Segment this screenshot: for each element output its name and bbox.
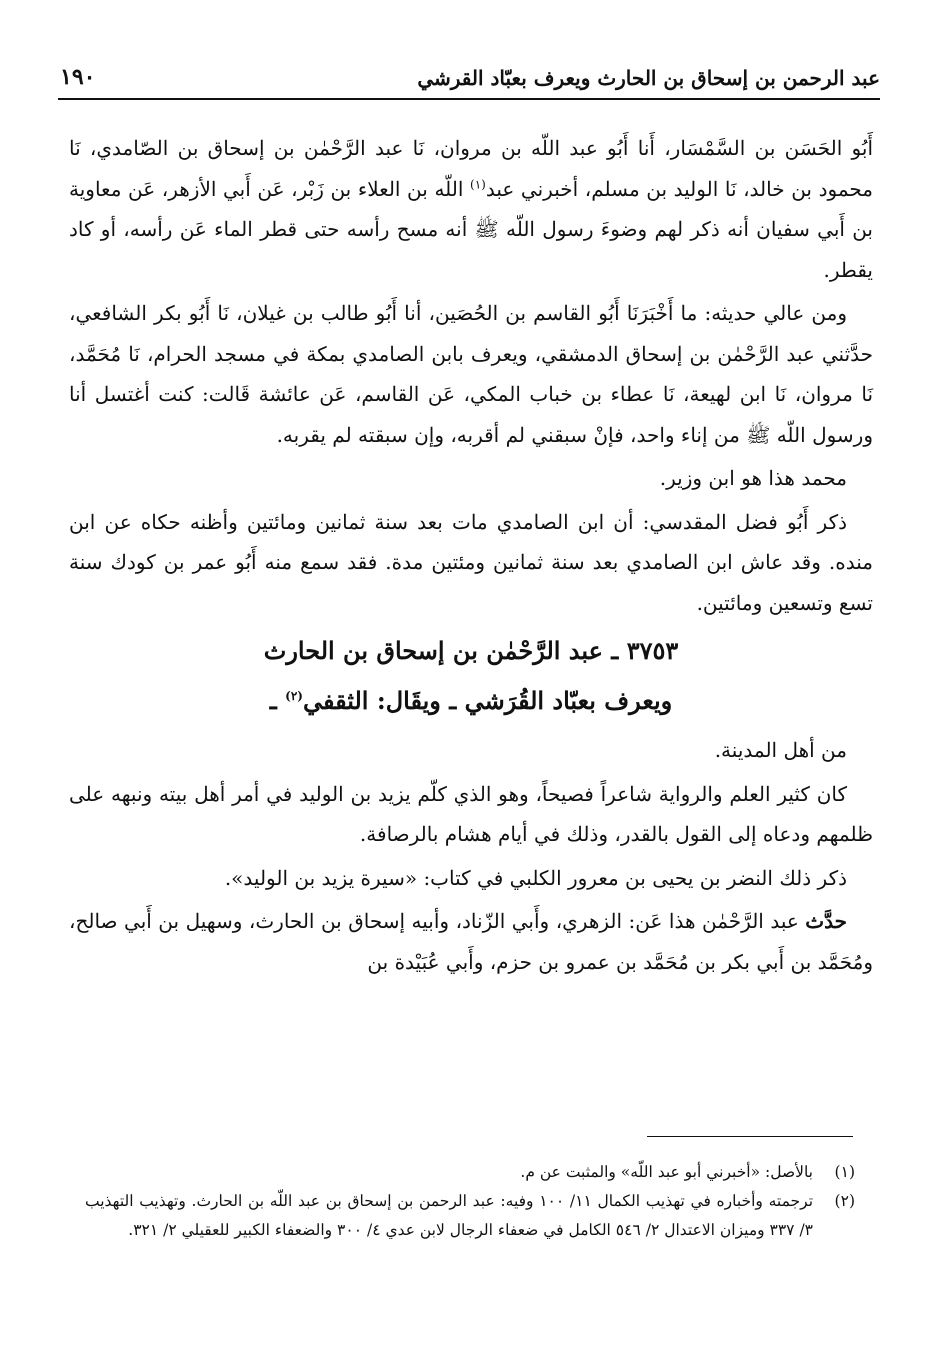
entry-heading-line-1: ٣٧٥٣ ـ عبد الرَّحْمٰن بن إسحاق بن الحارث <box>263 636 679 665</box>
main-text <box>69 128 873 985</box>
text-line: الحرام، نَا مُحَمَّد، نَا مروان، نَا ابن لهيعة، نَا عطاء بن خباب المكي، عَن القاسم، عَن عائشة <box>69 341 874 406</box>
paragraph-hadith <box>69 293 873 455</box>
running-title: عبد الرحمن بن إسحاق بن الحارث ويعرف بعبّاد القرشي <box>417 66 880 90</box>
footnote-marker-2: (٢) <box>285 689 303 703</box>
footnote-text: بالأصل: «أخبرني أبو عبد اللّه» والمثبت عن م. <box>520 1163 813 1181</box>
footnote-text: ترجمته وأخباره في تهذيب الكمال ١١/ ١٠٠ وفيه: عبد الرحمن بن إسحاق بن عبد اللّه بن الحارث. وتهذيب التهذيب ٣/ ٣٣٧ وميزان الاعتدال ٢/ ٥٤٦ الكامل في ضعفاء الرجال لابن عدي ٤/ ٣٠٠ والضعفاء الكبير للعقيلي ٢/ ٣٢١. <box>85 1192 814 1239</box>
entry-heading-dash: ـ <box>269 686 286 715</box>
text-line: عبد الرَّحْمٰن هذا عَن: الزهري، وأَبي الزّناد، وأبيه إسحاق بن الحارث، <box>248 909 806 933</box>
paragraph-origin: من أهل المدينة. <box>714 738 847 762</box>
footnote-number: (٢) <box>834 1192 855 1210</box>
bold-keyword: حدَّث <box>805 909 847 933</box>
entry-heading-text: ويعرف بعبّاد القُرَشي ـ ويقَال: الثقفي <box>302 686 673 715</box>
text-line: قَالت: كنت أغتسل أنا ورسول اللّه ﷺ من إناء واحد، فإنْ سبقني لم أقربه، وإن سبقته لم <box>69 382 873 447</box>
footnote-1 <box>85 1158 855 1187</box>
paragraph-source: ذكر ذلك النضر بن يحيى بن معرور الكلبي في كتاب: «سيرة يزيد بن الوليد». <box>224 865 847 890</box>
page-number: ١٩٠ <box>60 64 96 90</box>
paragraph-note: محمد هذا هو ابن وزير. <box>659 466 847 490</box>
text-line: عَن أَبي الأزهر، عَن معاوية بن أَبي سفيان أنه ذكر لهم وضوءَ رسول اللّه ﷺ أنه مسح رأسه <box>69 176 874 241</box>
text-line: ابن منده. وقد عاش ابن الصامدي بعد سنة ثمانين ومئتين مدة. فقد سمع منه أَبُو عمر بن <box>69 509 873 574</box>
footnote-divider <box>647 1136 853 1137</box>
paragraph-isnad-1 <box>69 128 873 290</box>
paragraph-death-date <box>69 502 873 624</box>
footnote-2 <box>85 1187 855 1245</box>
text-line: ذكر أَبُو فضل المقدسي: أن ابن الصامدي مات بعد سنة ثمانين ومائتين وأظنه حكاه عن <box>104 509 847 534</box>
text-line: ونبهه على ظلمهم ودعاه إلى القول بالقدر، وذلك في أيام هشام بالرصافة. <box>69 781 873 846</box>
text-line: الصّامدي، نَا محمود بن خالد، نَا الوليد بن مسلم، أخبرني عبد <box>69 136 874 201</box>
footnote-number: (١) <box>834 1163 855 1181</box>
entry-heading-line-2 <box>69 676 873 726</box>
paragraph-biography <box>69 774 873 855</box>
text-line: كودك سنة تسع وتسعين ومائتين. <box>69 550 873 615</box>
text-line: اللّه بن العلاء بن زَبْر، <box>291 176 464 201</box>
running-header <box>58 62 880 100</box>
footnote-marker-1: (١) <box>470 176 486 191</box>
text-line: أَبُو الحَسَن بن السَّمْسَار، أَنا أَبُو عبد اللّه بن مروان، نَا عبد الرَّحْمٰن بن إسحاق بن <box>177 136 874 160</box>
footnotes <box>85 1158 855 1245</box>
text-line: يقربه. <box>276 422 326 447</box>
text-line: كان كثير العلم والرواية شاعراً فصيحاً، وهو الذي كلّم يزيد بن الوليد في أمر أهل بيته <box>158 781 848 806</box>
text-line: وسهيل بن أَبي صالح، ومُحَمَّد بن أَبي بكر بن مُحَمَّد بن عمرو بن حزم، وأَبي عُبَيْدة بن <box>69 909 873 974</box>
paragraph-teachers <box>69 901 873 982</box>
text-line: حتى قطر الماء عَن رأسه، أو كاد يقطر. <box>69 217 873 282</box>
text-line: ومن عالي حديثه: ما أَخْبَرَنَا أَبُو القاسم بن الحُصَين، أنا أَبُو طالب بن غيلان، نَا أَبُو بكر <box>154 301 847 325</box>
text-line: الشافعي، حدَّثني عبد الرَّحْمٰن بن إسحاق الدمشقي، ويعرف بابن الصامدي بمكة في مسجد <box>69 301 873 366</box>
